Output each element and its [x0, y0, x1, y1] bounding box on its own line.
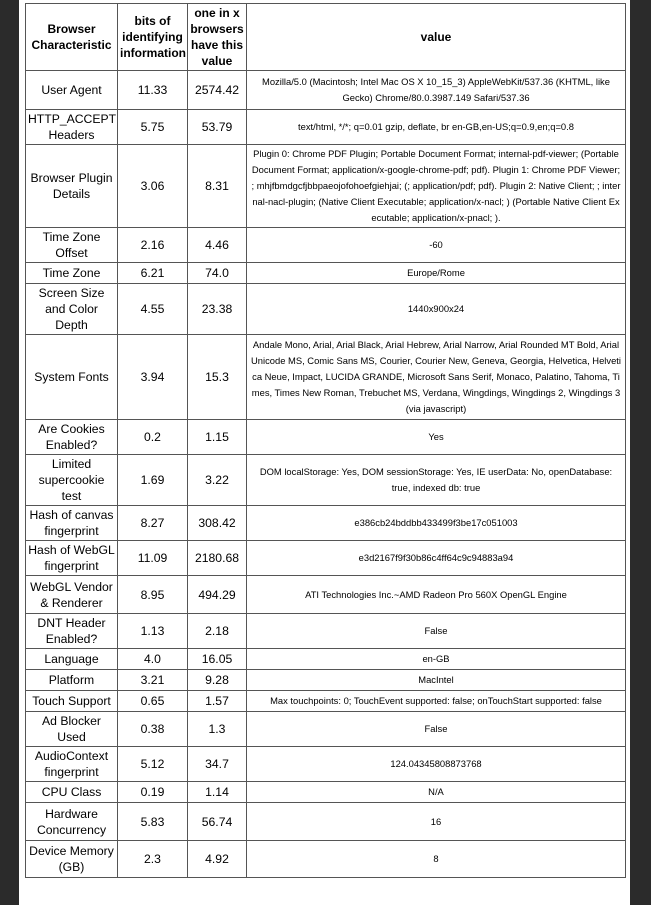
row-characteristic: Touch Support	[26, 691, 118, 712]
row-one-in-x: 3.22	[188, 455, 247, 506]
row-bits: 3.94	[118, 335, 188, 420]
row-bits: 8.27	[118, 506, 188, 541]
row-value: ATI Technologies Inc.~AMD Radeon Pro 560X OpenGL Engine	[247, 576, 626, 614]
table-row	[26, 841, 626, 878]
table-row	[26, 541, 626, 576]
table-row	[26, 712, 626, 747]
table-row	[26, 110, 626, 145]
row-one-in-x: 1.14	[188, 782, 247, 803]
row-one-in-x: 8.31	[188, 145, 247, 228]
row-value: Max touchpoints: 0; TouchEvent supported: false; onTouchStart supported: false	[247, 691, 626, 712]
row-bits: 0.19	[118, 782, 188, 803]
row-bits: 0.38	[118, 712, 188, 747]
row-value: 16	[247, 803, 626, 841]
row-one-in-x: 1.57	[188, 691, 247, 712]
header-bits: bits of identifying information	[118, 4, 188, 71]
table-row	[26, 506, 626, 541]
row-bits: 11.33	[118, 71, 188, 110]
table-row	[26, 284, 626, 335]
row-characteristic: Time Zone	[26, 263, 118, 284]
row-value: -60	[247, 228, 626, 263]
header-one-in-x: one in x browsers have this value	[188, 4, 247, 71]
table-row	[26, 691, 626, 712]
table-row	[26, 649, 626, 670]
row-bits: 5.75	[118, 110, 188, 145]
row-characteristic: Device Memory (GB)	[26, 841, 118, 878]
row-one-in-x: 23.38	[188, 284, 247, 335]
row-one-in-x: 4.92	[188, 841, 247, 878]
table-row	[26, 614, 626, 649]
row-value: False	[247, 712, 626, 747]
table-row	[26, 263, 626, 284]
table-row	[26, 335, 626, 420]
row-characteristic: Are Cookies Enabled?	[26, 420, 118, 455]
row-characteristic: Limited supercookie test	[26, 455, 118, 506]
row-bits: 5.83	[118, 803, 188, 841]
row-value: Plugin 0: Chrome PDF Plugin; Portable Document Format; internal-pdf-viewer; (Portable Document Format; application/x-google-chrome-pdf; pdf). Plugin 1: Chrome PDF Viewer; ; mhjfbmdgcfjbbpaeojofohoefgiehjai; (; application/pdf; pdf). Plugin 2: Native Client; ; internal-nacl-plugin; (Native Client Executable; application/x-nacl; ) (Portable Native Client Executable; application/x-pnacl; ).	[247, 145, 626, 228]
row-bits: 0.65	[118, 691, 188, 712]
row-bits: 2.3	[118, 841, 188, 878]
row-one-in-x: 2574.42	[188, 71, 247, 110]
table-row	[26, 71, 626, 110]
row-value: MacIntel	[247, 670, 626, 691]
row-one-in-x: 9.28	[188, 670, 247, 691]
row-bits: 4.0	[118, 649, 188, 670]
row-value: e386cb24bddbb433499f3be17c051003	[247, 506, 626, 541]
row-one-in-x: 1.15	[188, 420, 247, 455]
row-one-in-x: 16.05	[188, 649, 247, 670]
row-value: Yes	[247, 420, 626, 455]
row-characteristic: DNT Header Enabled?	[26, 614, 118, 649]
row-characteristic: Hash of WebGL fingerprint	[26, 541, 118, 576]
row-one-in-x: 34.7	[188, 747, 247, 782]
row-bits: 2.16	[118, 228, 188, 263]
row-one-in-x: 56.74	[188, 803, 247, 841]
row-characteristic: Language	[26, 649, 118, 670]
row-bits: 0.2	[118, 420, 188, 455]
row-characteristic: Browser Plugin Details	[26, 145, 118, 228]
row-one-in-x: 4.46	[188, 228, 247, 263]
table-header-row	[26, 4, 626, 71]
row-value: 8	[247, 841, 626, 878]
table-row	[26, 670, 626, 691]
row-bits: 8.95	[118, 576, 188, 614]
table-row	[26, 228, 626, 263]
row-characteristic: Hardware Concurrency	[26, 803, 118, 841]
row-value: 124.04345808873768	[247, 747, 626, 782]
row-value: Europe/Rome	[247, 263, 626, 284]
row-one-in-x: 308.42	[188, 506, 247, 541]
row-characteristic: CPU Class	[26, 782, 118, 803]
row-bits: 11.09	[118, 541, 188, 576]
row-value: False	[247, 614, 626, 649]
row-one-in-x: 15.3	[188, 335, 247, 420]
row-value: e3d2167f9f30b86c4ff64c9c94883a94	[247, 541, 626, 576]
row-one-in-x: 494.29	[188, 576, 247, 614]
row-value: DOM localStorage: Yes, DOM sessionStorage: Yes, IE userData: No, openDatabase: true, indexed db: true	[247, 455, 626, 506]
row-one-in-x: 53.79	[188, 110, 247, 145]
row-value: N/A	[247, 782, 626, 803]
row-value: 1440x900x24	[247, 284, 626, 335]
table-row	[26, 782, 626, 803]
fingerprint-table	[25, 3, 626, 878]
row-characteristic: Time Zone Offset	[26, 228, 118, 263]
row-value: en-GB	[247, 649, 626, 670]
table-row	[26, 145, 626, 228]
row-bits: 5.12	[118, 747, 188, 782]
row-characteristic: Platform	[26, 670, 118, 691]
table-row	[26, 420, 626, 455]
table-row	[26, 747, 626, 782]
header-characteristic: Browser Characteristic	[26, 4, 118, 71]
row-one-in-x: 74.0	[188, 263, 247, 284]
row-bits: 4.55	[118, 284, 188, 335]
header-value: value	[247, 4, 626, 71]
table-row	[26, 576, 626, 614]
row-value: Andale Mono, Arial, Arial Black, Arial Hebrew, Arial Narrow, Arial Rounded MT Bold, Arial Unicode MS, Comic Sans MS, Courier, Courier New, Geneva, Georgia, Helvetica, Helvetica Neue, Impact, LUCIDA GRANDE, Microsoft Sans Serif, Monaco, Palatino, Tahoma, Times, Times New Roman, Trebuchet MS, Verdana, Wingdings, Wingdings 2, Wingdings 3 (via javascript)	[247, 335, 626, 420]
row-characteristic: Hash of canvas fingerprint	[26, 506, 118, 541]
row-characteristic: Screen Size and Color Depth	[26, 284, 118, 335]
row-one-in-x: 2180.68	[188, 541, 247, 576]
row-characteristic: WebGL Vendor & Renderer	[26, 576, 118, 614]
row-characteristic: User Agent	[26, 71, 118, 110]
results-page	[19, 0, 630, 905]
row-characteristic: System Fonts	[26, 335, 118, 420]
row-characteristic: AudioContext fingerprint	[26, 747, 118, 782]
row-bits: 3.06	[118, 145, 188, 228]
row-bits: 1.69	[118, 455, 188, 506]
row-one-in-x: 1.3	[188, 712, 247, 747]
row-value: Mozilla/5.0 (Macintosh; Intel Mac OS X 10_15_3) AppleWebKit/537.36 (KHTML, like Gecko) Chrome/80.0.3987.149 Safari/537.36	[247, 71, 626, 110]
row-bits: 1.13	[118, 614, 188, 649]
row-bits: 3.21	[118, 670, 188, 691]
row-characteristic: Ad Blocker Used	[26, 712, 118, 747]
row-value: text/html, */*; q=0.01 gzip, deflate, br en-GB,en-US;q=0.9,en;q=0.8	[247, 110, 626, 145]
row-bits: 6.21	[118, 263, 188, 284]
table-row	[26, 803, 626, 841]
row-characteristic: HTTP_ACCEPT Headers	[26, 110, 118, 145]
row-one-in-x: 2.18	[188, 614, 247, 649]
table-row	[26, 455, 626, 506]
